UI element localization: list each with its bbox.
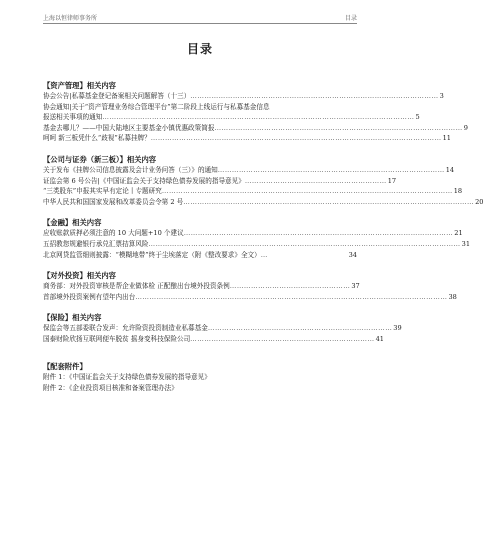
toc-entry[interactable] xyxy=(43,323,402,334)
dot-leader: …………………………………………………… xyxy=(244,176,387,185)
page-title: 目录 xyxy=(186,42,213,56)
toc-entry-title: 国泰财险欣扬互联网便车脱贫 摇身变科技保险公司 xyxy=(43,334,191,343)
toc-entry-title: 首部境外投资案例有望年内出台 xyxy=(43,292,136,301)
table-of-contents xyxy=(43,80,484,394)
dot-leader: …………………………………………………………………………………………… xyxy=(214,123,463,132)
toc-entry[interactable] xyxy=(43,165,455,176)
toc-entry-page: 34 xyxy=(348,250,357,259)
dot-leader: …………………………………………………………………………………………………………………… xyxy=(102,113,415,122)
section-heading: 【对外投资】相关内容 xyxy=(43,271,116,281)
header-divider xyxy=(43,23,357,24)
toc-appendix xyxy=(43,361,357,394)
toc-entry[interactable] xyxy=(43,91,444,102)
toc-section-insurance xyxy=(43,312,402,344)
dot-leader: …………………………………………………………………………………………………………… xyxy=(161,187,453,196)
toc-entry-page: 31 xyxy=(461,239,471,248)
toc-entry-title: 五招教您规避银行承兑汇票拮算风险 xyxy=(43,239,149,248)
toc-entry[interactable] xyxy=(43,228,463,239)
toc-entry-title: 基金去哪儿？——中国大陆地区主要基金小镇优惠政策简报 xyxy=(43,123,215,132)
toc-entry-page: 11 xyxy=(442,134,451,143)
toc-entry-page: 14 xyxy=(445,165,455,174)
page-header xyxy=(43,13,357,22)
toc-section-finance xyxy=(43,217,471,260)
toc-section-asset-management xyxy=(43,80,468,144)
section-heading: 【金融】相关内容 xyxy=(43,218,102,228)
section-heading: 【资产管理】相关内容 xyxy=(43,81,116,90)
toc-entry-page: 38 xyxy=(448,292,457,301)
toc-entry-title: 协会公告|私募基金登记备案相关问题解答（十三） xyxy=(43,92,191,100)
toc-entry-title: 关于发布《挂牌公司信息披露及会计业务问答（三）》的通知 xyxy=(43,165,218,174)
toc-entry-page: 18 xyxy=(453,187,463,196)
toc-entry-title: 保监会等五部委联合发声：允许险资投资制造业私募基金 xyxy=(43,324,208,333)
section-heading: 【保险】相关内容 xyxy=(43,313,102,323)
dot-leader: …………………………………………………………………… xyxy=(207,324,393,333)
toc-entry-page: 5 xyxy=(415,113,420,122)
dot-leader: …………………………………………………………………… xyxy=(190,334,375,343)
appendix-item[interactable]: 附件 2：《企业投资项目核准和备案管理办法》 xyxy=(43,383,178,392)
appendix-item[interactable]: 附件 1：《中国证监会关于支持绿色债券发展的指导意见》 xyxy=(43,372,211,381)
toc-entry-title: 呵呵 新三板凭什么“歧视”私募挂牌？ xyxy=(43,134,151,143)
toc-section-outbound-investment xyxy=(43,270,457,302)
toc-entry[interactable] xyxy=(43,176,397,187)
toc-entry[interactable] xyxy=(43,123,468,134)
toc-entry-title: 中华人民共和国国家发展和改革委员会令第 2 号 xyxy=(43,197,184,206)
toc-entry[interactable] xyxy=(43,250,357,261)
toc-entry[interactable] xyxy=(43,186,463,197)
dot-leader: …………………………………………………………………………………………………… xyxy=(183,229,454,238)
dot-leader: …………………………………………………………………………………… xyxy=(217,165,445,174)
toc-entry-title: 报送相关事项的通知 xyxy=(43,113,103,122)
toc-entry[interactable] xyxy=(43,112,420,123)
section-heading: 【公司与证券（新三板）】相关内容 xyxy=(43,154,157,164)
dot-leader: …………………………………………………………………………………………………………………… xyxy=(135,292,448,301)
toc-entry[interactable] xyxy=(43,281,360,292)
toc-entry-page: 9 xyxy=(463,123,468,132)
dot-leader: …………………………………………………………………………………………………………………… xyxy=(148,239,461,248)
toc-entry-title-line1[interactable]: 协会通知|关于“资产管理业务综合管理平台”第二阶段上线运行与私募基金信息 xyxy=(43,102,270,111)
toc-entry[interactable] xyxy=(43,292,457,303)
toc-entry-page: 17 xyxy=(387,176,397,185)
toc-entry[interactable] xyxy=(43,334,384,345)
toc-entry-page: 39 xyxy=(393,324,402,333)
toc-entry-title: “三类股东”申报其实早有定论丨专题研究 xyxy=(43,187,162,196)
toc-entry[interactable] xyxy=(43,239,471,250)
dot-leader: …………………………………………… xyxy=(229,282,351,291)
toc-entry-title: 商务部：对外投资审核是帮企业做体检 正配酿出台境外投资条例 xyxy=(43,282,230,291)
dot-leader: … xyxy=(260,250,268,259)
toc-entry-page: 41 xyxy=(375,334,384,343)
header-section-label: 目录 xyxy=(344,15,357,22)
toc-entry-page: 20 xyxy=(475,197,484,206)
toc-entry-page: 3 xyxy=(439,92,444,100)
toc-entry-title: 证监会第 6 号公告|《中国证监会关于支持绿色债券发展的指导意见》 xyxy=(43,176,245,185)
dot-leader: …………………………………………………………………………………………………………… xyxy=(150,134,442,143)
toc-entry[interactable] xyxy=(43,133,451,144)
toc-section-company-securities xyxy=(43,154,484,207)
dot-leader: …………………………………………………………………………………………………………… xyxy=(183,197,475,206)
appendix-heading: 【配套附件】 xyxy=(43,361,87,371)
toc-entry[interactable] xyxy=(43,197,484,208)
dot-leader: …………………………………………………………………………………………… xyxy=(190,92,439,100)
header-firm-name: 上海以恒律师事务所 xyxy=(43,15,98,22)
toc-entry-page: 37 xyxy=(351,282,360,291)
toc-entry-title: 北京网贷监管细则披露：“模糊地带”终于尘埃落定（附《整改要求》全文） xyxy=(43,250,261,259)
toc-entry-page: 21 xyxy=(454,229,463,238)
toc-entry-title: 应收账款质押必须注意的 10 大问题+10 个建议 xyxy=(43,229,184,238)
